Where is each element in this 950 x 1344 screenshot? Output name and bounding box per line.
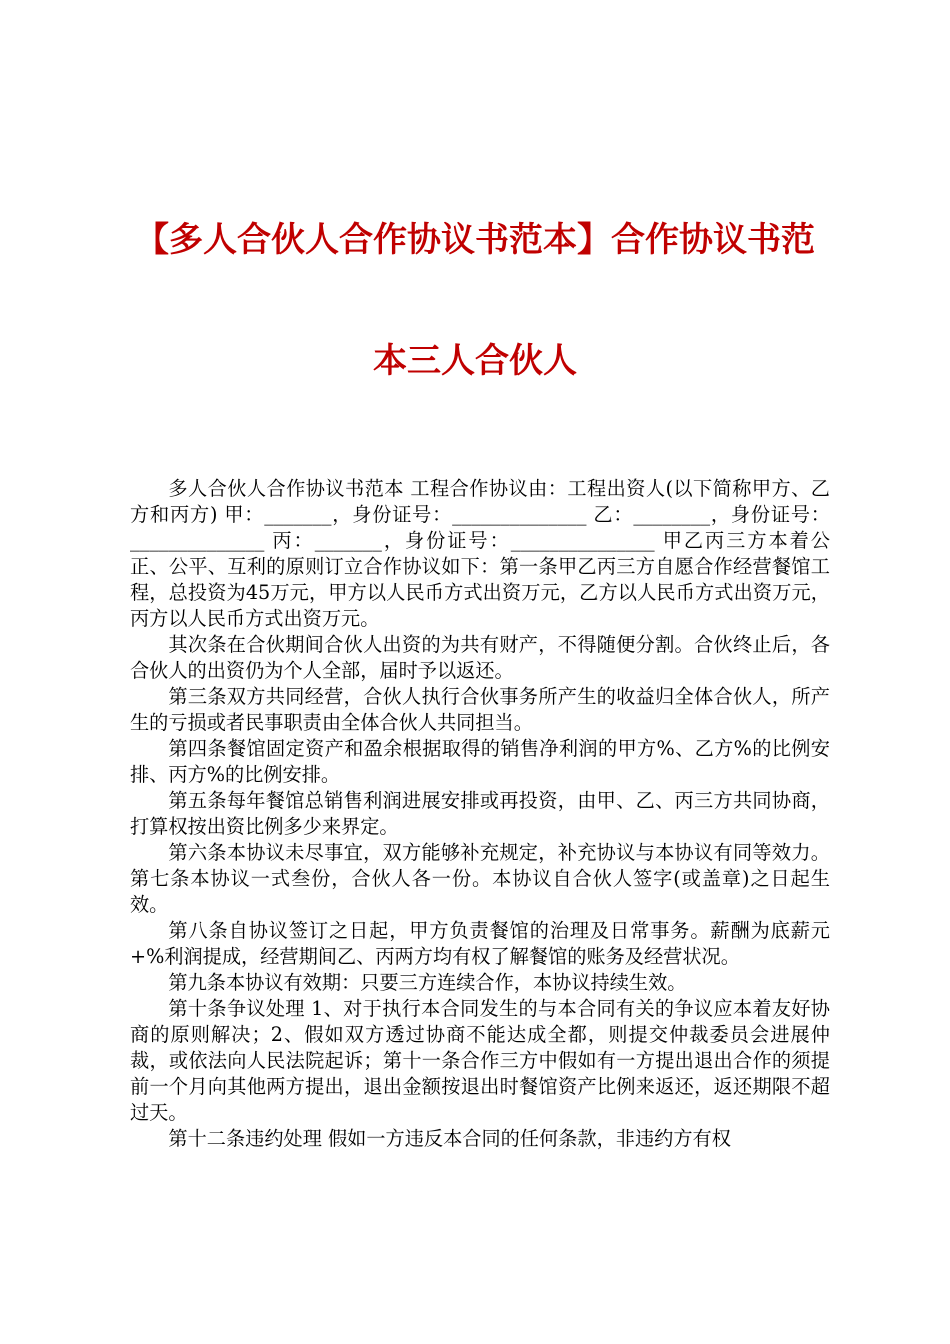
paragraph-article-3: 第三条双方共同经营，合伙人执行合伙事务所产生的收益归全体合伙人，所产生的亏损或者民事职责由全体合伙人共同担当。 (130, 685, 830, 734)
paragraph-intro-article-1: 多人合伙人合作协议书范本 工程合作协议由：工程出资人(以下简称甲方、乙方和丙方) 甲：_______，身份证号：______________ 乙：________，身份证号：______________ 丙：_______，身份证号：_______________ 甲乙丙三方本着公正、公平、互利的原则订立合作协议如下：第一条甲乙丙三方自愿合作经营餐馆工程，总投资为45万元，甲方以人民币方式出资万元，乙方以人民币方式出资万元，丙方以人民币方式出资万元。 (130, 477, 830, 630)
paragraph-article-12: 第十二条违约处理 假如一方违反本合同的任何条款，非违约方有权 (168, 1127, 731, 1150)
paragraph-article-6-7: 第六条本协议未尽事宜，双方能够补充规定，补充协议与本协议有同等效力。第七条本协议一式叁份，合伙人各一份。本协议自合伙人签字(或盖章)之日起生效。 (130, 841, 830, 916)
document-body (130, 476, 830, 1152)
paragraph-article-10-11: 第十条争议处理 1、对于执行本合同发生的与本合同有关的争议应本着友好协商的原则解决；2、假如双方透过协商不能达成全都，则提交仲裁委员会进展仲裁，或依法向人民法院起诉；第十一条合作三方中假如有一方提出退出合作的须提前一个月向其他两方提出，退出金额按退出时餐馆资产比例来返还，返还期限不超过天。 (130, 997, 830, 1124)
paragraph-article-2: 其次条在合伙期间合伙人出资的为共有财产，不得随便分割。合伙终止后，各合伙人的出资仍为个人全部，届时予以返还。 (130, 633, 830, 682)
document-title-line-2: 本三人合伙人 (373, 341, 577, 381)
paragraph-article-5: 第五条每年餐馆总销售利润进展安排或再投资，由甲、乙、丙三方共同协商，打算权按出资比例多少来界定。 (130, 789, 830, 838)
document-title-line-1: 【多人合伙人合作协议书范本】合作协议书范 (135, 220, 815, 260)
paragraph-article-9: 第九条本协议有效期：只要三方连续合作，本协议持续生效。 (168, 971, 687, 994)
paragraph-article-8: 第八条自协议签订之日起，甲方负责餐馆的治理及日常事务。薪酬为底薪元+%利润提成，经营期间乙、丙两方均有权了解餐馆的账务及经营状况。 (130, 919, 830, 968)
paragraph-article-4: 第四条餐馆固定资产和盈余根据取得的销售净利润的甲方%、乙方%的比例安排、丙方%的比例安排。 (130, 737, 830, 786)
